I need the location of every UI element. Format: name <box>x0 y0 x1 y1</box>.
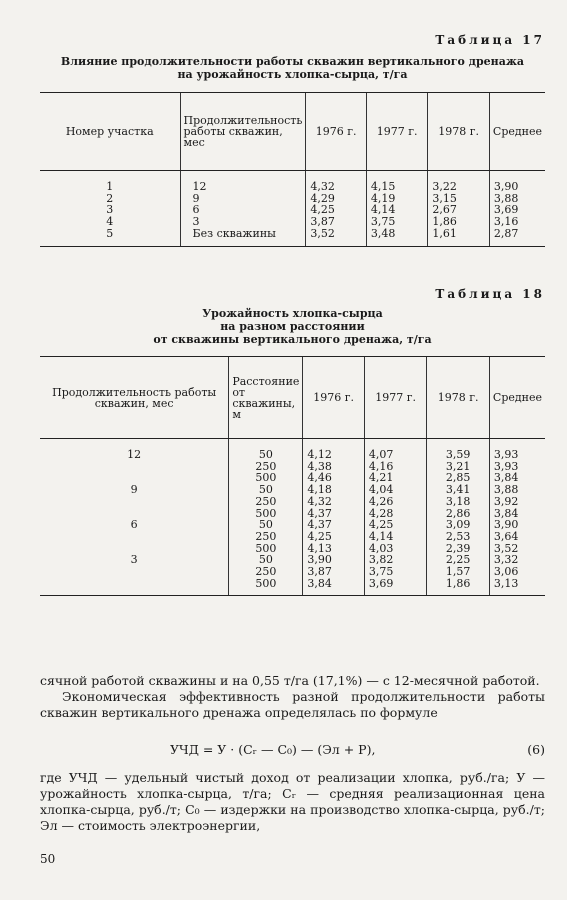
table18-caption-line3: от скважины вертикального дренажа, т/га <box>153 333 432 346</box>
table18-row <box>40 439 545 461</box>
table18-cell: 2,53 <box>427 531 490 543</box>
table18-cell: 1,86 <box>427 578 490 596</box>
table18-cell: 50 <box>229 519 303 531</box>
table17-cell: 1,86 <box>428 216 490 228</box>
table17-caption-line2: на урожайность хлопка-сырца, т/га <box>177 68 408 81</box>
table17-cell: 3,87 <box>306 216 367 228</box>
table18-cell: 50 <box>229 554 303 566</box>
table18-label: Таблица 18 <box>435 287 545 301</box>
table17-cell: 2 <box>106 191 114 205</box>
table17-cell: 5 <box>40 228 180 246</box>
table17-cell: 1 <box>106 180 114 193</box>
table18-row <box>40 531 545 543</box>
table18-header: 1978 г. <box>427 357 490 439</box>
table18-cell: 3 <box>130 553 138 567</box>
table17-cell: 4,15 <box>366 171 427 193</box>
table18-row <box>40 496 545 508</box>
table18-cell: 3,59 <box>427 439 490 461</box>
table18-cell <box>40 578 229 596</box>
table17-cell: 12 <box>180 171 306 193</box>
table18-cell: 500 <box>229 472 303 484</box>
table18-cell: 4,46 <box>303 472 365 484</box>
table18-cell: 250 <box>229 531 303 543</box>
table18-cell: 9 <box>130 483 138 497</box>
table18-cell: 3,92 <box>489 496 545 508</box>
table17-header: Продолжительность работы скважин, мес <box>180 93 306 171</box>
table18-cell: 4,18 <box>303 484 365 496</box>
table18-cell <box>40 531 229 543</box>
table17-cell: 4,19 <box>366 193 427 205</box>
table17-cell: 4,32 <box>306 171 367 193</box>
table17-cell: 9 <box>180 193 306 205</box>
table18-header: 1976 г. <box>303 357 365 439</box>
table17-cell: 3 <box>106 203 114 217</box>
table18-cell <box>40 566 229 578</box>
table18-cell: 3,93 <box>489 439 545 461</box>
table18-cell: 4,25 <box>364 519 426 531</box>
table18-cell: 50 <box>229 439 303 461</box>
table18-cell: 3,06 <box>489 566 545 578</box>
table17-caption-line1: Влияние продолжительности работы скважин вертикального дренажа <box>60 55 525 68</box>
table18-cell: 2,25 <box>427 554 490 566</box>
body-paragraph-1: сячной работой скважины и на 0,55 т/га (17,1%) — с 12-месячной работой. <box>40 673 540 688</box>
table18-caption-line2: на разном расстоянии <box>220 320 365 333</box>
table18-cell: 4,16 <box>364 461 426 473</box>
table18-cell: 4,37 <box>303 508 365 520</box>
table18-cell: 4,14 <box>364 531 426 543</box>
table17-row <box>40 216 545 228</box>
table18-cell: 4,12 <box>303 439 365 461</box>
table17-cell: 6 <box>180 204 306 216</box>
table17-cell: 4,25 <box>306 204 367 216</box>
table18-row <box>40 578 545 596</box>
table17-cell: Без скважины <box>180 228 306 246</box>
table18-cell: 250 <box>229 461 303 473</box>
table17-cell: 3,16 <box>489 216 545 228</box>
table18-header: 1977 г. <box>364 357 426 439</box>
table17-cell: 3,88 <box>489 193 545 205</box>
table18-cell: 1,57 <box>427 566 490 578</box>
table18-cell: 4,03 <box>364 543 426 555</box>
table18-caption-line1: Урожайность хлопка-сырца <box>202 307 383 320</box>
table18-cell: 3,82 <box>364 554 426 566</box>
table18-cell: 3,84 <box>303 578 365 596</box>
table18-cell: 3,21 <box>427 461 490 473</box>
table18-cell: 2,85 <box>427 472 490 484</box>
table18-header: Среднее <box>489 357 545 439</box>
table17-caption <box>40 55 545 81</box>
table17-label: Таблица 17 <box>435 33 545 47</box>
table18-cell: 3,69 <box>364 578 426 596</box>
table18-cell: 50 <box>229 484 303 496</box>
table17-cell: 3,48 <box>366 228 427 246</box>
table18-cell: 6 <box>130 518 138 532</box>
table18-cell: 3,88 <box>489 484 545 496</box>
table18-cell: 4,32 <box>303 496 365 508</box>
table18-cell: 4,37 <box>303 519 365 531</box>
table17-cell: 3,52 <box>306 228 367 246</box>
table18-cell: 250 <box>229 566 303 578</box>
table18-cell: 12 <box>127 448 142 461</box>
table18-cell: 3,84 <box>489 472 545 484</box>
table18-cell: 3,87 <box>303 566 365 578</box>
table18-cell: 3,09 <box>427 519 490 531</box>
table18-cell: 500 <box>229 578 303 596</box>
table18-cell: 3,18 <box>427 496 490 508</box>
table17-header: 1976 г. <box>306 93 367 171</box>
table17 <box>40 92 545 247</box>
table18-cell: 4,13 <box>303 543 365 555</box>
table18-cell: 4,28 <box>364 508 426 520</box>
table18-cell: 4,07 <box>364 439 426 461</box>
formula: УЧД = У · (Сᵣ — С₀) — (Эл + Р), <box>170 742 376 757</box>
page-number: 50 <box>40 852 56 866</box>
table17-cell: 3,22 <box>428 171 490 193</box>
table18-header: Продолжительность работы скважин, мес <box>40 357 229 439</box>
body-paragraph-3: где УЧД — удельный чистый доход от реализации хлопка, руб./га; У — урожайность хлопка-сырца, т/га; Сᵣ — средняя реализационная цена хлопка-сырца, руб./т; С₀ — издержки на производство хлопка-сырца, руб./т; Эл — стоимость электроэнергии, <box>40 770 545 833</box>
table17-row <box>40 204 545 216</box>
table17-cell: 3,90 <box>489 171 545 193</box>
table18-cell: 3,52 <box>489 543 545 555</box>
body-paragraph-2: Экономическая эффективность разной продолжительности работы скважин вертикального дренажа определялась по формуле <box>40 689 545 720</box>
table18-cell: 250 <box>229 496 303 508</box>
table18-cell <box>40 461 229 473</box>
table18-header: Расстояние от скважины, м <box>229 357 303 439</box>
table17-cell: 3,15 <box>428 193 490 205</box>
table18-cell <box>40 496 229 508</box>
table17-cell: 2,67 <box>428 204 490 216</box>
table18-cell: 4,38 <box>303 461 365 473</box>
table18-cell: 4,04 <box>364 484 426 496</box>
table17-cell: 4 <box>106 215 114 229</box>
table18-cell: 4,21 <box>364 472 426 484</box>
table17-cell: 3 <box>180 216 306 228</box>
table18-cell: 2,39 <box>427 543 490 555</box>
table18-cell: 4,26 <box>364 496 426 508</box>
table18-cell: 3,13 <box>489 578 545 596</box>
table18-cell: 500 <box>229 508 303 520</box>
table17-cell: 4,14 <box>366 204 427 216</box>
formula-number: (6) <box>527 742 545 757</box>
table17-cell: 3,75 <box>366 216 427 228</box>
table17-row <box>40 171 545 193</box>
table18-cell: 2,86 <box>427 508 490 520</box>
table17-row <box>40 228 545 246</box>
table17-header: 1978 г. <box>428 93 490 171</box>
table18 <box>40 356 545 596</box>
table18-cell: 4,25 <box>303 531 365 543</box>
table17-cell: 1,61 <box>428 228 490 246</box>
table18-cell: 500 <box>229 543 303 555</box>
table17-header: 1977 г. <box>366 93 427 171</box>
table18-cell: 3,32 <box>489 554 545 566</box>
definitions-paragraph <box>40 770 545 834</box>
table18-cell: 3,64 <box>489 531 545 543</box>
table17-cell: 3,69 <box>489 204 545 216</box>
table18-row <box>40 566 545 578</box>
table18-caption <box>40 307 545 346</box>
table17-header: Номер участка <box>40 93 180 171</box>
table18-cell: 3,90 <box>489 519 545 531</box>
table18-cell: 3,41 <box>427 484 490 496</box>
table17-cell: 2,87 <box>489 228 545 246</box>
table17-cell: 4,29 <box>306 193 367 205</box>
table17-header: Среднее <box>489 93 545 171</box>
table17-row <box>40 193 545 205</box>
table18-cell: 3,93 <box>489 461 545 473</box>
paragraph-continuation <box>40 673 545 721</box>
table18-cell: 3,90 <box>303 554 365 566</box>
table18-cell: 3,84 <box>489 508 545 520</box>
table18-cell: 3,75 <box>364 566 426 578</box>
